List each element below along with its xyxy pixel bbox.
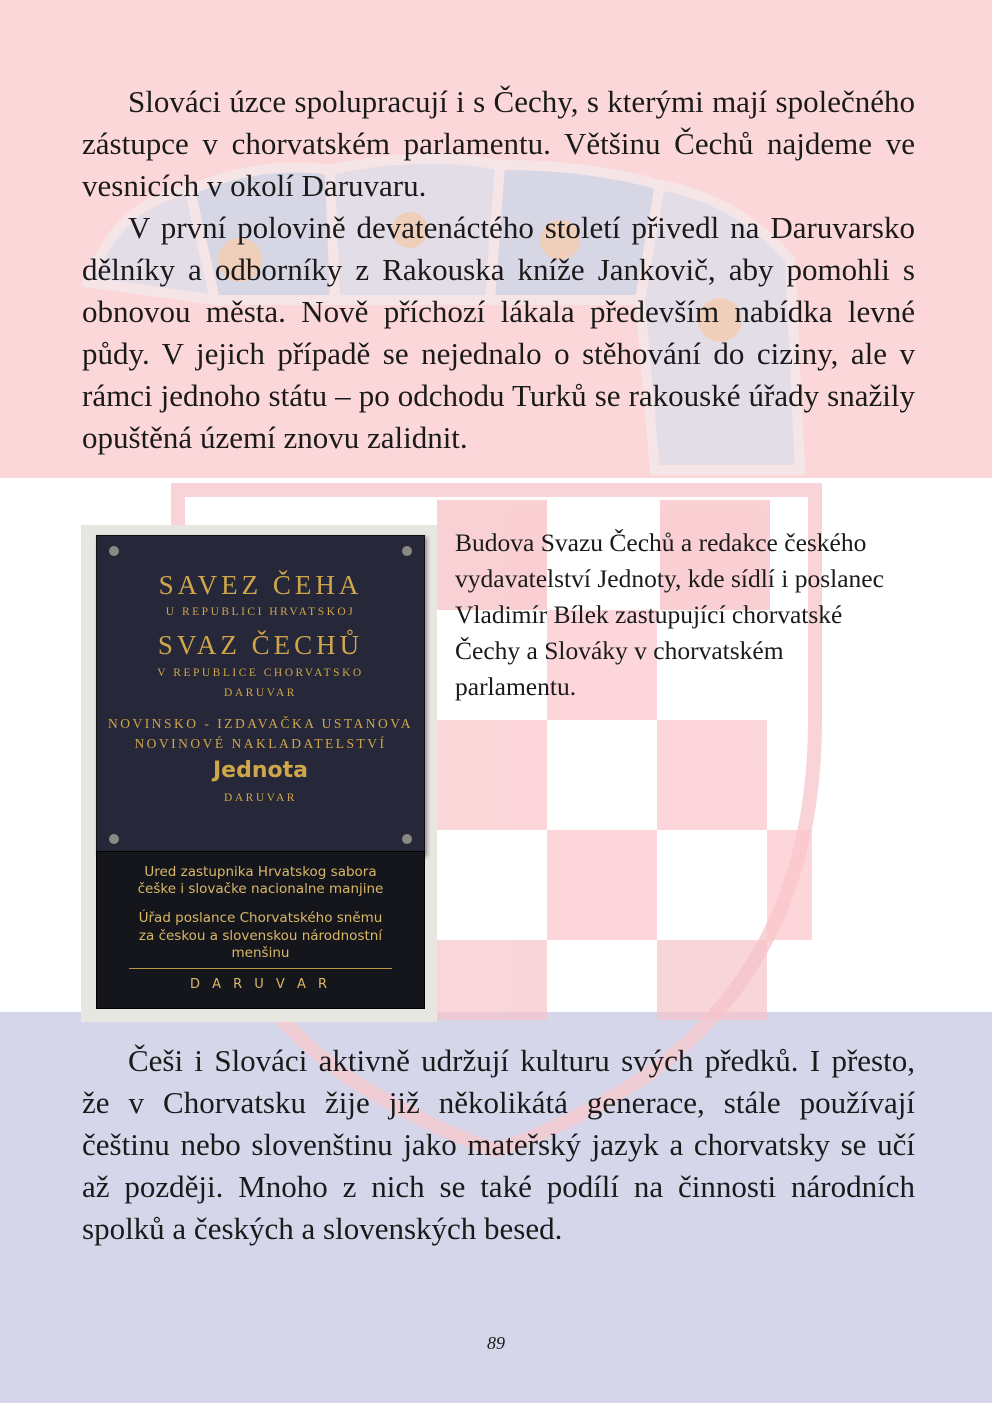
plaque-line: U REPUBLICI HRVATSKOJ bbox=[165, 606, 356, 618]
plaque-divider bbox=[129, 968, 392, 969]
photo-caption: Budova Svazu Čechů a redakce českého vydavatelství Jednoty, kde sídlí i poslanec Vladimír Bílek zastupující chorvatské Čechy a Slováky v chorvatském parlamentu. bbox=[455, 528, 884, 701]
page-number: 89 bbox=[487, 1333, 505, 1353]
bolt-icon bbox=[109, 546, 119, 556]
plaque-line: NOVINOVÉ NAKLADATELSTVÍ bbox=[134, 736, 387, 751]
bolt-icon bbox=[109, 834, 119, 844]
paragraph-slovaks-cooperation: Slováci úzce spolupracují i s Čechy, s kterými mají společného zástupce v chorvatském parlamentu. Většinu Čechů najdeme ve vesnicích v okolí Daruvaru. bbox=[82, 84, 915, 203]
plaque-lower bbox=[96, 851, 425, 1009]
plaque-line: SAVEZ ČEHA bbox=[158, 570, 363, 600]
plaque-line: DARUVAR bbox=[224, 687, 297, 699]
plaque-lower-line: D A R U V A R bbox=[189, 977, 332, 992]
plaque-lower-line: za českou a slovenskou národnostní bbox=[138, 928, 383, 944]
bolt-icon bbox=[402, 546, 412, 556]
plaque-line: SVAZ ČECHŮ bbox=[157, 630, 364, 660]
plaque-lower-line: Úřad poslance Chorvatského sněmu bbox=[138, 910, 383, 926]
bolt-icon bbox=[402, 834, 412, 844]
plaque-lower-line: Ured zastupnika Hrvatskog sabora bbox=[144, 864, 377, 880]
paragraph-history: V první polovině devatenáctého století přivedl na Daruvarsko dělníky a odborníky z Rakouska kníže Jankovič, aby pomohli s obnovou města. Nově příchozí lákala především nabídka levné půdy. V jejich případě se nejednalo o stěhování do ciziny, ale v rámci jednoho státu – po odchodu Turků se rakouské úřady snažily opuštěná území znovu zalidnit. bbox=[82, 210, 915, 455]
plaque-upper bbox=[96, 535, 425, 855]
plaque-lower-line: češke i slovačke nacionalne manjine bbox=[137, 881, 384, 897]
plaque-line: DARUVAR bbox=[224, 792, 297, 804]
plaque-lower-line: menšinu bbox=[231, 945, 290, 961]
paragraph-culture: Češi i Slováci aktivně udržují kulturu svých předků. I přesto, že v Chorvatsku žije již několikátá generace, stále používají češtinu nebo slovenštinu jako mateřský jazyk a chorvatsky se učí až později. Mnoho z nich se také podílí na činnosti národních spolků a českých a slovenských besed. bbox=[82, 1043, 915, 1246]
plaque-photo bbox=[81, 525, 437, 1022]
jednota-logo: Jednota bbox=[213, 758, 308, 783]
plaque-line: V REPUBLICE CHORVATSKO bbox=[157, 667, 364, 679]
plaque-line: NOVINSKO - IZDAVAČKA USTANOVA bbox=[107, 716, 414, 731]
